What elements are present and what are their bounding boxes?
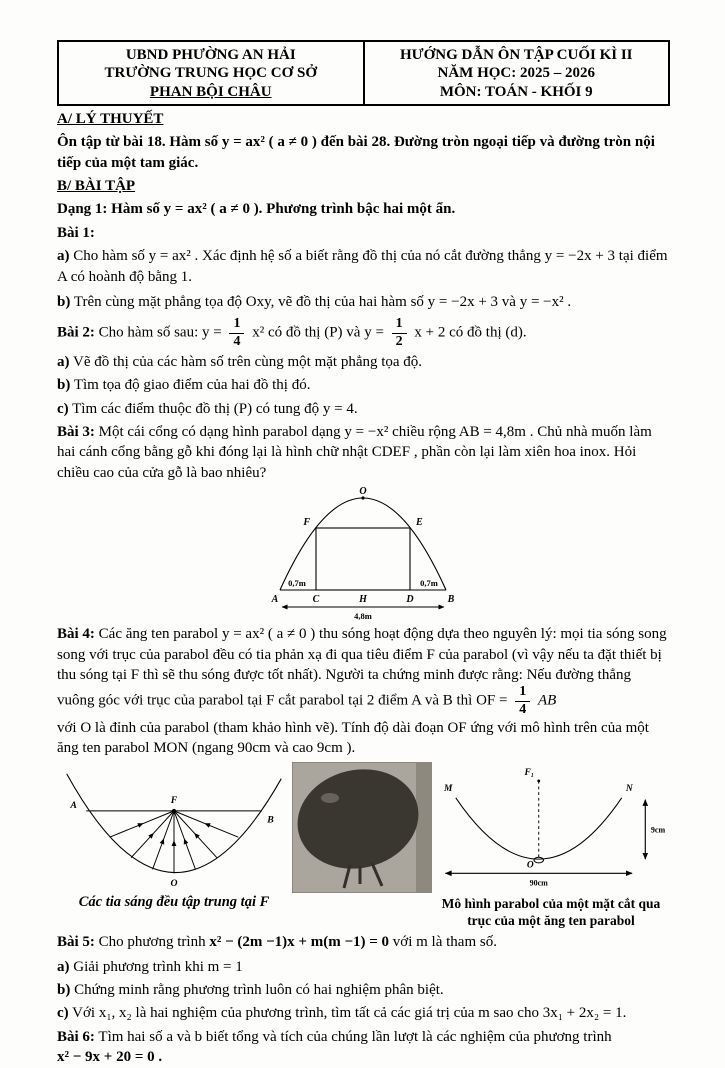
- bai5-a-text: Giải phương trình khi m = 1: [73, 958, 243, 975]
- bai4-label: Bài 4:: [57, 626, 95, 643]
- bai1-item-b: [57, 292, 670, 312]
- header-authority: UBND PHƯỜNG AN HẢI: [125, 47, 296, 63]
- bai2-item-a: [57, 352, 670, 372]
- mon-label-N: N: [625, 784, 633, 795]
- bai2-c-text: Tìm các điểm thuộc đồ thị (P) có tung độ y = 4.: [72, 400, 358, 417]
- rays-label-B: B: [267, 815, 274, 827]
- rays-label-F: F: [170, 795, 178, 807]
- bai2-intro: Cho hàm số sau: y =: [98, 325, 222, 342]
- bai4-p1: Các ăng ten parabol y = ax² ( a ≠ 0 ) thu sóng hoạt động dựa theo nguyên lý: mọi tia sóng song song với trục của parabol đều có tia phản xạ đi qua tiêu điểm F của parabol (vì vậy nếu ta đặt thiết bị thu sóng tại F thì sẽ thu sóng được tốt nhất). Người ta chứng minh được rằng: Nếu đường thẳng vuông góc với trục của parabol tại F cắt parabol tại 2 điểm A và B thì OF =: [57, 626, 667, 709]
- header-school-year: NĂM HỌC: 2025 – 2026: [437, 65, 595, 82]
- header-school-cell: [59, 42, 365, 104]
- bai5-b-text: Chứng minh rằng phương trình luôn có hai nghiệm phân biệt.: [74, 981, 444, 998]
- fraction-one-fourth: [229, 317, 244, 349]
- bai5-b-label: b): [57, 981, 71, 998]
- fraction-denominator: 4: [519, 701, 527, 717]
- gate-dim-right: 0,7m: [419, 578, 438, 589]
- bai5-intro: Cho phương trình: [98, 934, 206, 951]
- bai1-b-label: b): [57, 294, 71, 311]
- satellite-dish-photo: [292, 762, 432, 893]
- header-school-type: TRƯỜNG TRUNG HỌC CƠ SỞ: [104, 65, 318, 82]
- bai2-label: Bài 2:: [57, 325, 95, 342]
- bai1-heading: [57, 223, 670, 243]
- bai1-item-a: [57, 246, 670, 287]
- fraction-one-half: [392, 317, 407, 349]
- mon-label-O: O: [526, 861, 534, 872]
- mon-label-F1: F₁: [524, 768, 535, 779]
- bai6-text: [57, 1027, 670, 1047]
- gate-dim-total: 4,8m: [353, 611, 372, 622]
- bai4-figures-row: [57, 762, 670, 930]
- mon-label-M: M: [444, 784, 453, 795]
- bai5-item-c: [57, 1003, 670, 1023]
- fraction-denominator: 2: [395, 334, 403, 350]
- mon-focus-point: [537, 780, 540, 783]
- bai4-paragraph: [57, 624, 670, 718]
- ray-line: [153, 811, 174, 870]
- rays-parabola-figure: [57, 762, 291, 889]
- bai2-a-label: a): [57, 353, 70, 370]
- fraction-numerator: 1: [515, 685, 530, 702]
- bai1-a-label: a): [57, 248, 70, 265]
- dish-photo-shadow-band: [416, 762, 432, 893]
- mon-parabola-figure: [432, 762, 670, 894]
- bai5-c-text: Với x₁, x₂ là hai nghiệm của phương trình, tìm tất cả các giá trị của m sao cho 3x₁ + 2x₂ = 1.: [72, 1005, 627, 1022]
- gate-label-C: C: [312, 594, 319, 606]
- ray-line: [110, 811, 174, 837]
- section-a-body: Ôn tập từ bài 18. Hàm số y = ax² ( a ≠ 0 ) đến bài 28. Đường tròn ngoại tiếp và đường tròn nội tiếp của một tam giác.: [57, 134, 655, 171]
- bai6-label: Bài 6:: [57, 1028, 95, 1045]
- bai3-label: Bài 3:: [57, 423, 95, 440]
- gate-label-A: A: [271, 594, 278, 606]
- mon-figure-col: [432, 762, 670, 930]
- bai5-label: Bài 5:: [57, 934, 95, 951]
- fraction-denominator: 4: [233, 334, 241, 350]
- rays-label-A: A: [70, 800, 77, 812]
- mon-vertex-mark: [534, 858, 543, 864]
- bai4-p2: AB: [537, 692, 557, 709]
- fraction-one-fourth: [515, 685, 530, 717]
- section-a-title: A/ LÝ THUYẾT: [57, 110, 164, 127]
- bai3-text: [57, 422, 670, 483]
- bai5-c-label: c): [57, 1005, 69, 1022]
- bai5-equation: x² − (2m −1)x + m(m −1) = 0: [209, 934, 390, 951]
- header-doc-title: HƯỚNG DẪN ÔN TẬP CUỐI KÌ II: [399, 47, 633, 63]
- bai2-b-label: b): [57, 377, 71, 394]
- rays-figure-col: [57, 762, 291, 913]
- gate-figure-wrap: [57, 486, 670, 622]
- rays-caption: Các tia sáng đều tập trung tại F: [78, 894, 270, 911]
- bai2-heading: [57, 317, 670, 349]
- bai2-mid2: x + 2 có đồ thị (d).: [414, 325, 527, 342]
- header-exam-cell: [365, 42, 669, 104]
- bai1-b-text: Trên cùng mặt phẳng tọa độ Oxy, vẽ đồ thị của hai hàm số y = −2x + 3 và y = −x² .: [73, 294, 572, 311]
- ray-line: [131, 811, 174, 858]
- mon-caption: Mô hình parabol của một mặt cắt qua trục của một ăng ten parabol: [441, 896, 661, 929]
- bai2-item-c: [57, 399, 670, 419]
- gate-label-H: H: [358, 594, 367, 606]
- ray-line: [174, 811, 217, 858]
- bai5-item-a: [57, 957, 670, 977]
- gate-label-B: B: [447, 594, 454, 606]
- header-table: [57, 40, 670, 106]
- bai5-outro: với m là tham số.: [392, 934, 497, 951]
- header-school-name: PHAN BỘI CHÂU: [149, 83, 272, 100]
- bai6-body: Tìm hai số a và b biết tổng và tích của chúng lần lượt là các nghiệm của phương trình: [98, 1028, 612, 1045]
- gate-parabola-figure: [266, 486, 462, 622]
- gate-label-D: D: [405, 594, 414, 606]
- bai5-item-b: [57, 980, 670, 1000]
- bai6-equation: x² − 9x + 20 = 0 .: [57, 1049, 163, 1066]
- fraction-numerator: 1: [392, 317, 407, 334]
- gate-label-O: O: [358, 486, 367, 498]
- bai2-c-label: c): [57, 400, 69, 417]
- bai4-paragraph2: với O là đỉnh của parabol (tham khảo hình vẽ). Tính độ dài đoạn OF ứng với mô hình trên của một ăng ten parabol MON (ngang 90cm và cao 9cm ).: [57, 719, 649, 757]
- gate-label-E: E: [415, 517, 423, 529]
- bai2-a-text: Vẽ đồ thị của các hàm số trên cùng một mặt phẳng tọa độ.: [72, 353, 423, 370]
- gate-parabola-curve: [280, 498, 446, 590]
- ray-line: [174, 811, 238, 837]
- bai5-heading: [57, 932, 670, 952]
- bai3-body: Một cái cổng có dạng hình parabol dạng y = −x² chiều rộng AB = 4,8m . Chủ nhà muốn làm hai cánh cổng bằng gỗ khi đóng lại là hình chữ nhật CDEF , phần còn lại làm xiên hoa inox. Hỏi chiều cao của cửa gỗ là bao nhiêu?: [57, 423, 652, 481]
- mon-dim-height: 9cm: [650, 826, 666, 836]
- bai1-label: Bài 1:: [57, 224, 95, 241]
- bai5-a-label: a): [57, 958, 70, 975]
- gate-rectangle-CDEF: [316, 528, 410, 590]
- gate-dim-left: 0,7m: [287, 578, 306, 589]
- dish-highlight: [321, 793, 339, 803]
- section-b-title: B/ BÀI TẬP: [57, 178, 136, 195]
- header-subject: MÔN: TOÁN - KHỐI 9: [439, 83, 593, 100]
- gate-label-F: F: [302, 517, 310, 529]
- bai2-item-b: [57, 375, 670, 395]
- bai2-b-text: Tìm tọa độ giao điểm của hai đồ thị đó.: [73, 377, 311, 394]
- bai2-mid1: x² có đồ thị (P) và y =: [252, 325, 384, 342]
- dang1-heading: Dạng 1: Hàm số y = ax² ( a ≠ 0 ). Phương trình bậc hai một ẩn.: [57, 201, 456, 218]
- fraction-numerator: 1: [229, 317, 244, 334]
- rays-label-O: O: [170, 878, 178, 890]
- mon-dim-width: 90cm: [529, 878, 548, 888]
- ray-line: [174, 811, 195, 870]
- bai1-a-text: Cho hàm số y = ax² . Xác định hệ số a biết rằng đồ thị của nó cắt đường thẳng y = −2x + 3 tại điểm A có hoành độ bằng 1.: [57, 248, 668, 285]
